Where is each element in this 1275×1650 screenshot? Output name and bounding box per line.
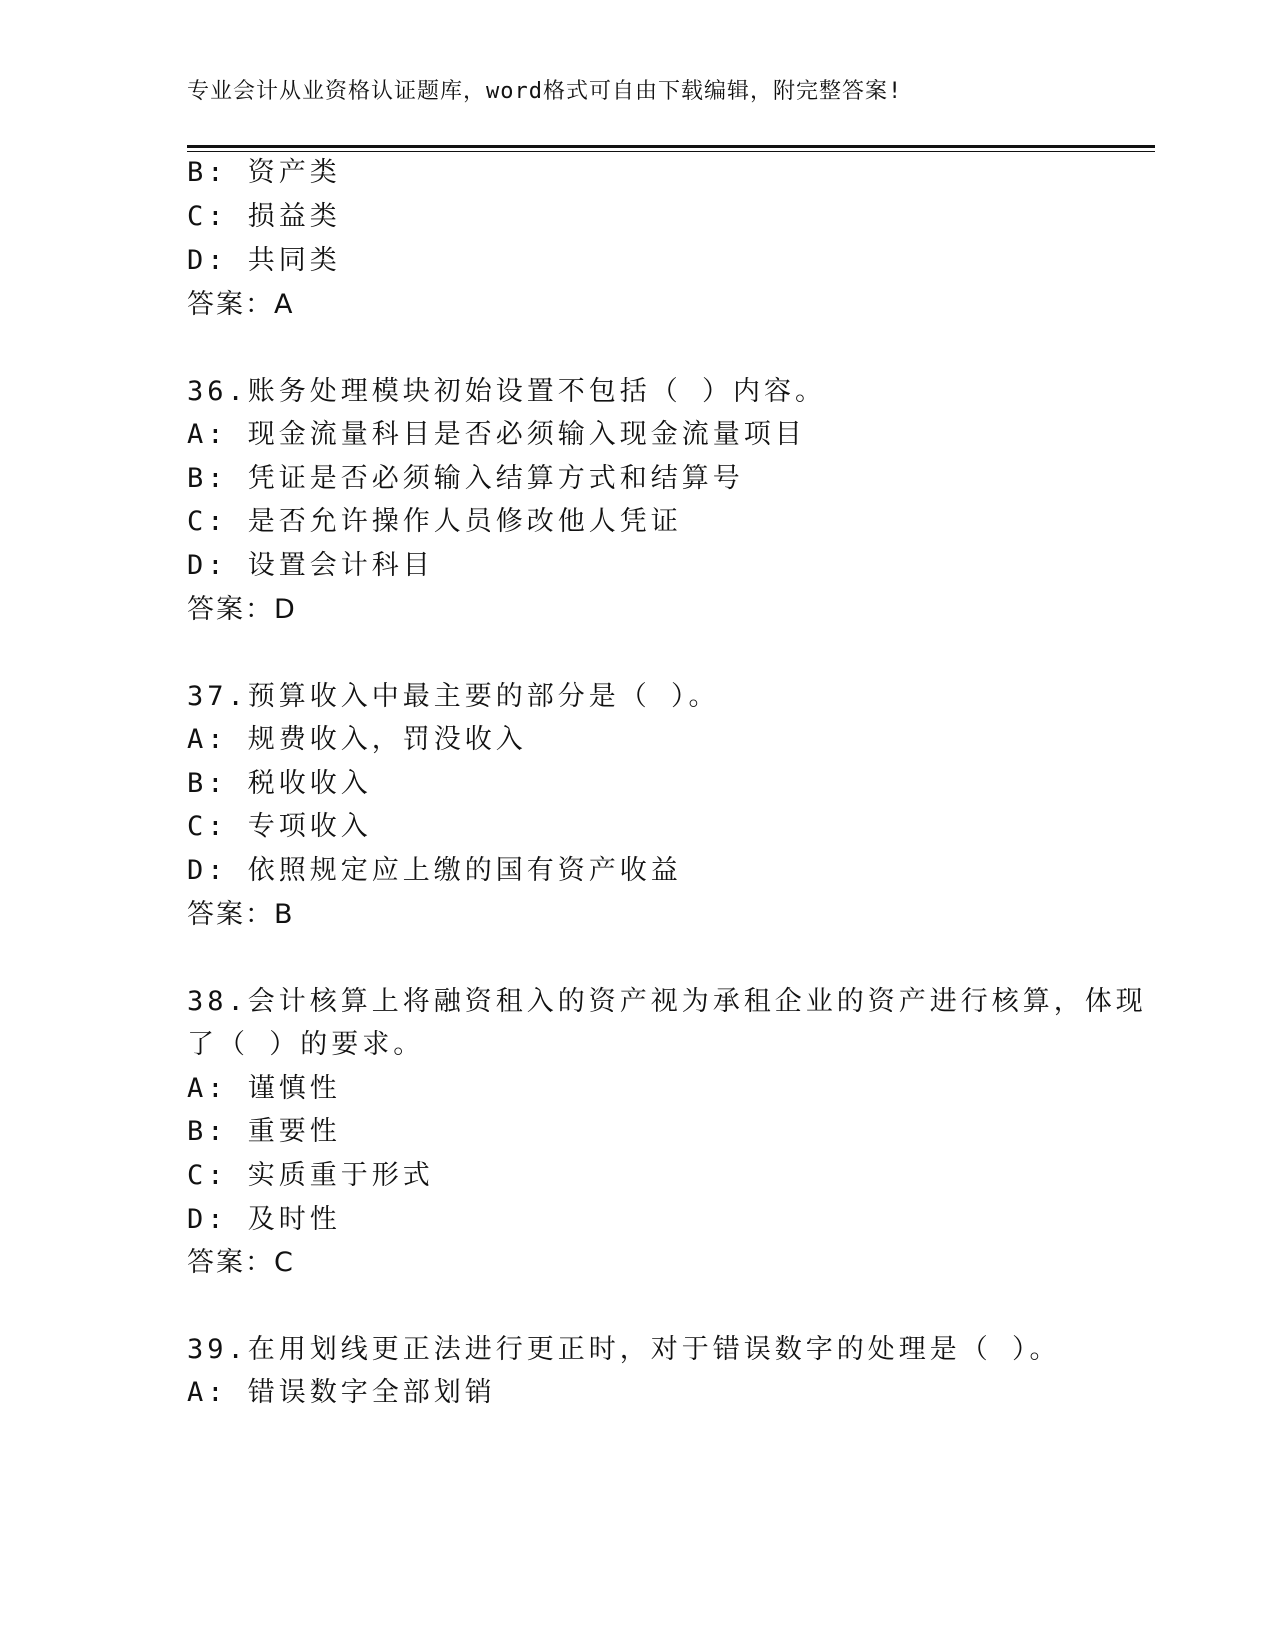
header-divider — [187, 145, 1155, 148]
question-stem: 36.账务处理模块初始设置不包括（ ）内容。 — [187, 376, 827, 407]
option-c: C: 损益类 — [187, 201, 341, 232]
option-a: A: 现金流量科目是否必须输入现金流量项目 — [187, 419, 806, 450]
option-d: D: 共同类 — [187, 245, 341, 276]
option-a: A: 谨慎性 — [187, 1073, 341, 1104]
option-c: C: 是否允许操作人员修改他人凭证 — [187, 506, 682, 537]
option-d: D: 及时性 — [187, 1204, 341, 1235]
option-b: B: 重要性 — [187, 1116, 341, 1147]
answer-line: 答案：C — [187, 1247, 295, 1278]
option-b: B: 资产类 — [187, 157, 341, 188]
question-stem: 37.预算收入中最主要的部分是（ ）。 — [187, 681, 720, 712]
answer-line: 答案：D — [187, 594, 297, 625]
option-c: C: 实质重于形式 — [187, 1160, 434, 1191]
question-stem-continued: 了（ ）的要求。 — [187, 1029, 425, 1060]
option-d: D: 设置会计科目 — [187, 550, 434, 581]
answer-line: 答案：B — [187, 899, 295, 930]
option-c: C: 专项收入 — [187, 811, 372, 842]
option-a: A: 错误数字全部划销 — [187, 1377, 496, 1408]
question-stem: 39.在用划线更正法进行更正时，对于错误数字的处理是（ ）。 — [187, 1334, 1061, 1365]
option-b: B: 税收收入 — [187, 768, 372, 799]
option-a: A: 规费收入，罚没收入 — [187, 724, 527, 755]
option-d: D: 依照规定应上缴的国有资产收益 — [187, 855, 682, 886]
page-header: 专业会计从业资格认证题库，word格式可自由下载编辑，附完整答案! — [187, 79, 903, 104]
question-stem: 38.会计核算上将融资租入的资产视为承租企业的资产进行核算，体现 — [187, 986, 1147, 1017]
option-b: B: 凭证是否必须输入结算方式和结算号 — [187, 463, 744, 494]
answer-line: 答案：A — [187, 289, 295, 320]
